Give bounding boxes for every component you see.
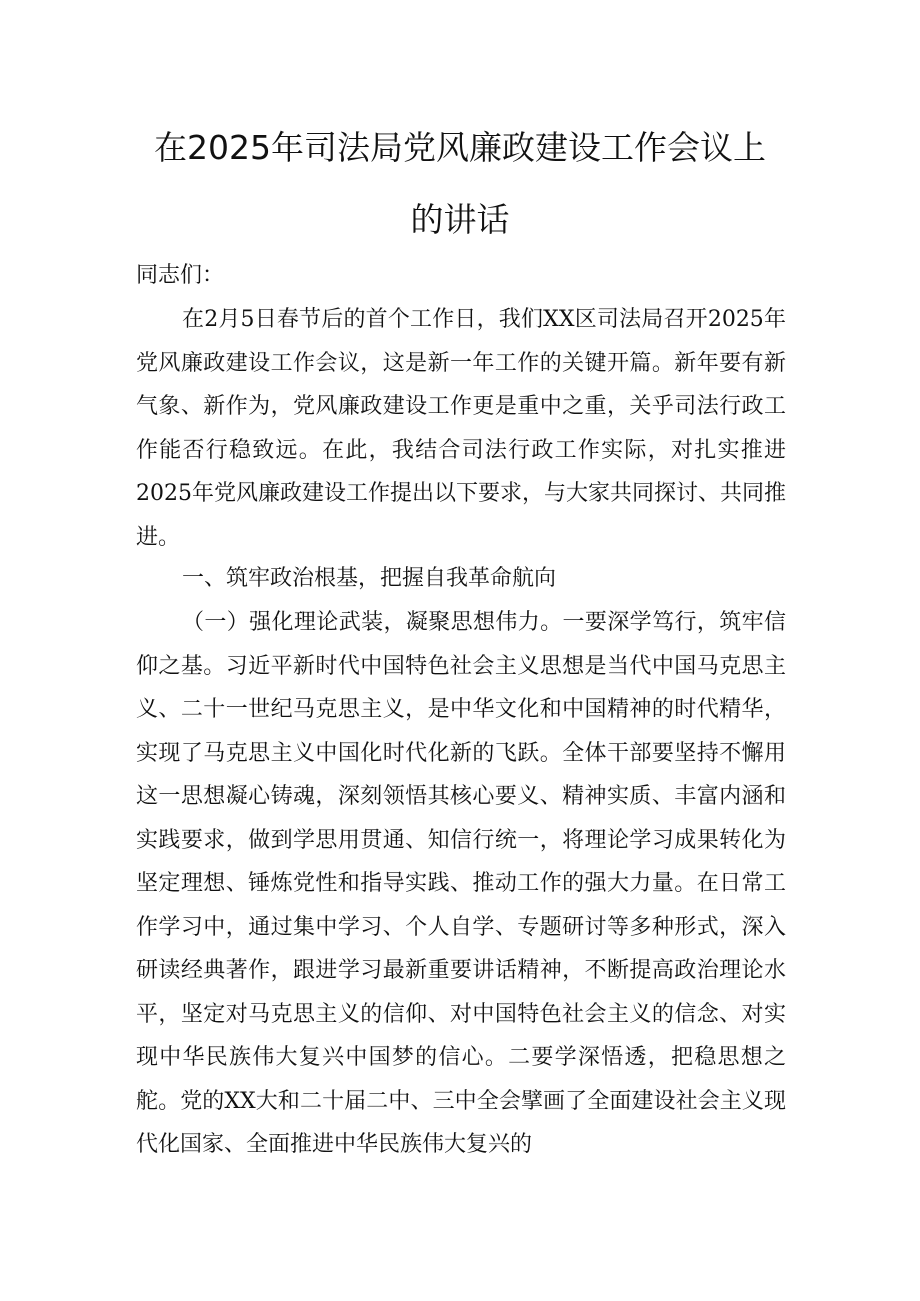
intro-paragraph: 在2月5日春节后的首个工作日，我们XX区司法局召开2025年党风廉政建设工作会议，这是新一年工作的关键开篇。新年要有新气象、新作为，党风廉政建设工作更是重中之重，关乎司法行政工作能否行稳致远。在此，我结合司法行政工作实际，对扎实推进2025年党风廉政建设工作提出以下要求，与大家共同探讨、共同推进。: [136, 307, 786, 550]
section1-paragraph: （一）强化理论武装，凝聚思想伟力。一要深学笃行，筑牢信仰之基。习近平新时代中国特色社会主义思想是当代中国马克思主义、二十一世纪马克思主义，是中华文化和中国精神的时代精华，实现了马克思主义中国化时代化新的飞跃。全体干部要坚持不懈用这一思想凝心铸魂，深刻领悟其核心要义、精神实质、丰富内涵和实践要求，做到学思用贯通、知信行统一，将理论学习成果转化为坚定理想、锤炼党性和指导实践、推动工作的强大力量。在日常工作学习中，通过集中学习、个人自学、专题研讨等多种形式，深入研读经典著作，跟进学习最新重要讲话精神，不断提高政治理论水平，坚定对马克思主义的信仰、对中国特色社会主义的信念、对实现中华民族伟大复兴中国梦的信心。二要学深悟透，把稳思想之舵。党的XX大和二十届二中、三中全会擘画了全面建设社会主义现代化国家、全面推进中华民族伟大复兴的: [136, 610, 786, 1157]
section1-heading: 一、筑牢政治根基，把握自我革命航向: [182, 566, 557, 591]
document-title-line1: 在2025年司法局党风廉政建设工作会议上: [154, 128, 766, 167]
document-title-line2: 的讲话: [410, 200, 510, 239]
salutation: 同志们：: [136, 263, 225, 288]
